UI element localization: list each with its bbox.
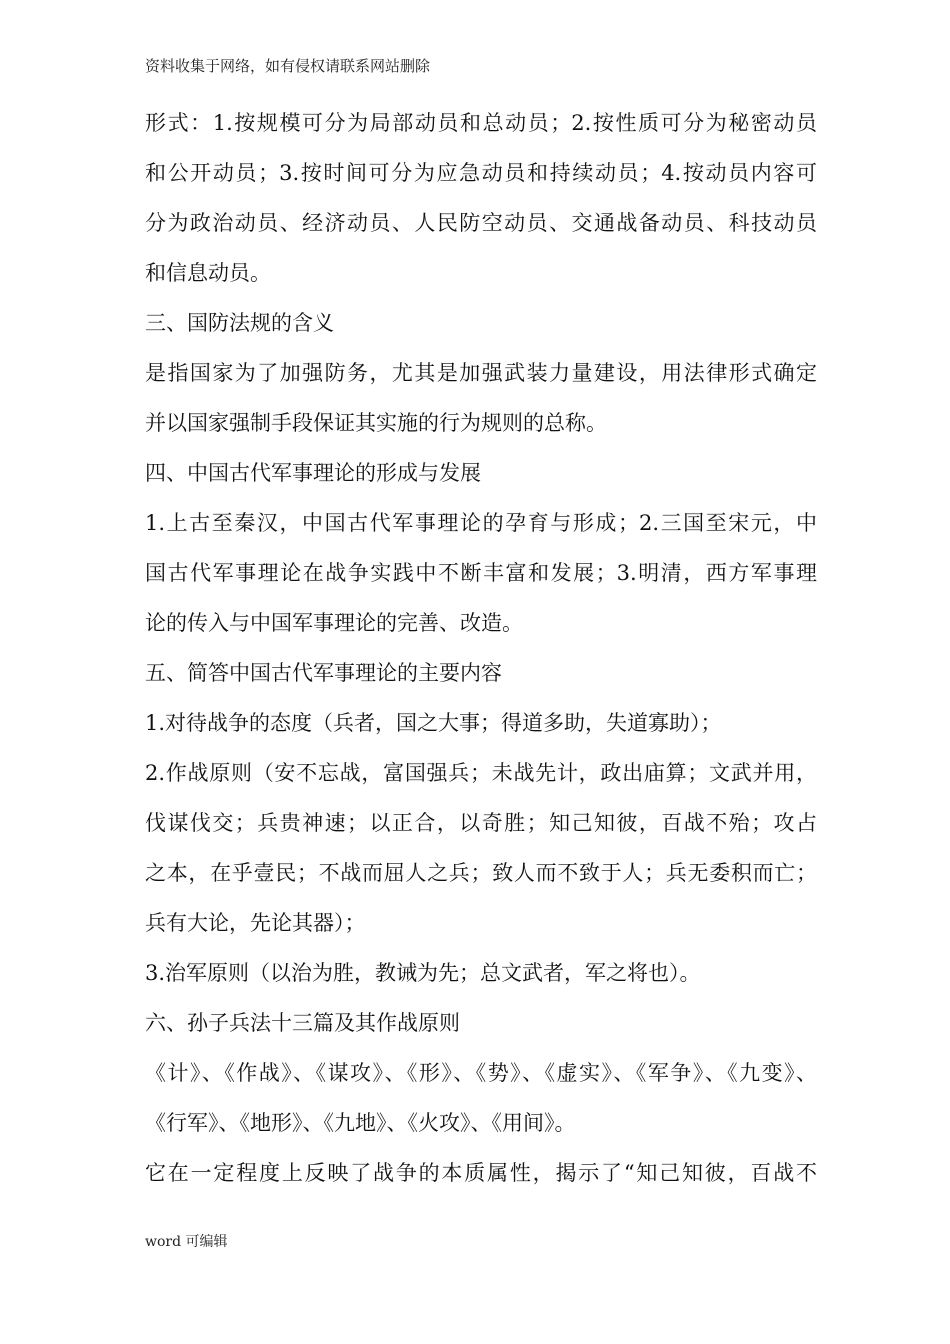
paragraph-line: 3.治军原则（以治为胜，教诫为先；总文武者，军之将也）。 (145, 961, 701, 985)
paragraph-line: 是指国家为了加强防务，尤其是加强武装力量建设，用法律形式确定 (145, 361, 817, 385)
paragraph-line: 和公开动员；3.按时间可分为应急动员和持续动员；4.按动员内容可 (145, 161, 817, 185)
page-header: 资料收集于网络，如有侵权请联系网站删除 (145, 57, 431, 75)
page-footer: word 可编辑 (145, 1234, 228, 1250)
paragraph-line: 1.上古至秦汉，中国古代军事理论的孕育与形成；2.三国至宋元，中 (145, 511, 817, 535)
paragraph-line: 兵有大论，先论其器）； (145, 911, 366, 935)
paragraph-line: 论的传入与中国军事理论的完善、改造。 (145, 611, 523, 635)
paragraph-line: 国古代军事理论在战争实践中不断丰富和发展；3.明清，西方军事理 (145, 561, 817, 585)
section-heading: 五、简答中国古代军事理论的主要内容 (145, 661, 502, 685)
paragraph-line: 之本，在乎壹民；不战而屈人之兵；致人而不致于人；兵无委积而亡； (145, 861, 817, 885)
paragraph-line: 伐谋伐交；兵贵神速；以正合，以奇胜；知己知彼，百战不殆；攻占 (145, 811, 817, 835)
section-heading: 六、孙子兵法十三篇及其作战原则 (145, 1011, 460, 1035)
paragraph-line: 《计》、《作战》、《谋攻》、《形》、《势》、《虚实》、《军争》、《九变》、 (145, 1061, 817, 1085)
section-heading: 三、国防法规的含义 (145, 311, 334, 335)
paragraph-line: 它在一定程度上反映了战争的本质属性，揭示了“知己知彼，百战不 (145, 1161, 817, 1185)
paragraph-line: 分为政治动员、经济动员、人民防空动员、交通战备动员、科技动员 (145, 211, 817, 235)
paragraph-line: 并以国家强制手段保证其实施的行为规则的总称。 (145, 411, 607, 435)
paragraph-line: 1.对待战争的态度（兵者，国之大事；得道多助，失道寡助）； (145, 711, 722, 735)
paragraph-line: 和信息动员。 (145, 261, 271, 285)
paragraph-line: 2.作战原则（安不忘战，富国强兵；未战先计，政出庙算；文武并用， (145, 761, 817, 785)
paragraph-line: 形式：1.按规模可分为局部动员和总动员；2.按性质可分为秘密动员 (145, 111, 817, 135)
section-heading: 四、中国古代军事理论的形成与发展 (145, 461, 481, 485)
paragraph-line: 《行军》、《地形》、《九地》、《火攻》、《用间》。 (145, 1111, 576, 1135)
document-body (145, 98, 817, 1198)
